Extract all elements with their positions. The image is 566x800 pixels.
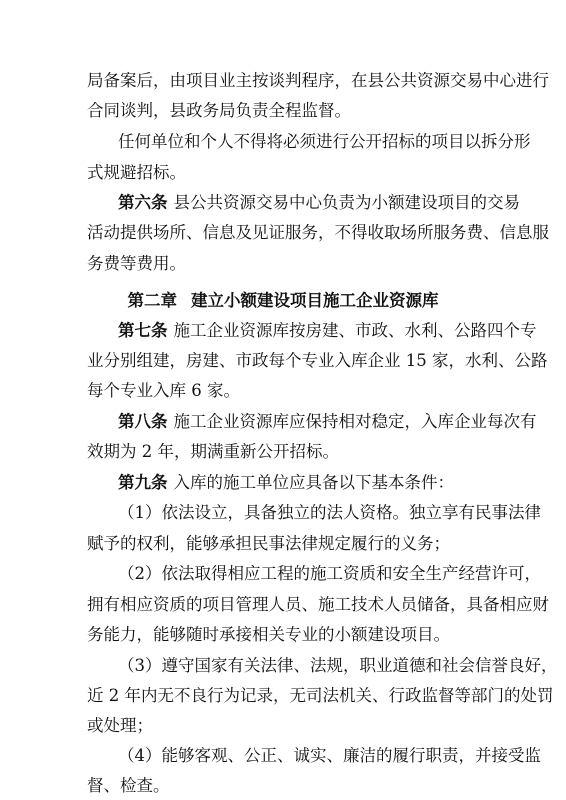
chapter-title: 建立小额建设项目施工企业资源库 [191, 291, 439, 310]
text-line: 务费等费用。 [87, 254, 186, 273]
item-1-line: （1）依法设立，具备独立的法人资格。独立享有民事法律 [118, 503, 541, 522]
text-line: 合同谈判，县政务局负责全程监督。 [87, 101, 351, 120]
text-line: 任何单位和个人不得将必须进行公开招标的项目以拆分形 [118, 132, 531, 151]
article-label: 第七条 [118, 321, 168, 340]
text-run: 县公共资源交易中心负责为小额建设项目的交易 [173, 193, 520, 212]
text-line: 或处理； [87, 716, 153, 735]
article-9-line [118, 472, 511, 494]
text-line: 督、检查。 [87, 776, 170, 795]
text-run: 施工企业资源库应保持相对稳定，入库企业每次有 [173, 412, 537, 431]
text-run: 入库的施工单位应具备以下基本条件： [173, 473, 454, 492]
article-label: 第八条 [118, 412, 168, 431]
article-label: 第九条 [118, 473, 168, 492]
text-line: 赋予的权利，能够承担民事法律规定履行的义务； [87, 534, 450, 553]
chapter-number: 第二章 [127, 291, 177, 310]
article-label: 第六条 [118, 193, 168, 212]
article-8-line [118, 411, 537, 433]
text-line: 近 2 年内无不良行为记录，无司法机关、行政监督等部门的处罚 [87, 686, 554, 705]
text-run: 施工企业资源库按房建、市政、水利、公路四个专 [173, 321, 537, 340]
text-line: 拥有相应资质的项目管理人员、施工技术人员储备，具备相应财 [87, 595, 549, 614]
article-6-line [118, 192, 520, 214]
text-line: 局备案后，由项目业主按谈判程序，在县公共资源交易中心进行 [87, 71, 549, 90]
article-7-line [118, 320, 537, 342]
text-line: 活动提供场所、信息及见证服务，不得收取场所服务费、信息服 [87, 223, 549, 242]
chapter-heading [0, 290, 566, 312]
text-line: 效期为 2 年，期满重新公开招标。 [87, 442, 339, 461]
text-line: 式规避招标。 [87, 163, 186, 182]
item-2-line: （2）依法取得相应工程的施工资质和安全生产经营许可， [118, 564, 541, 583]
text-line: 每个专业入库 6 家。 [87, 381, 240, 400]
text-line: 业分别组建，房建、市政每个专业入库企业 15 家，水利、公路 [87, 351, 548, 370]
item-3-line: （3）遵守国家有关法律、法规，职业道德和社会信誉良好， [118, 656, 558, 675]
text-line: 务能力，能够随时承接相关专业的小额建设项目。 [87, 625, 450, 644]
item-4-line: （4）能够客观、公正、诚实、廉洁的履行职责，并接受监 [118, 746, 541, 765]
